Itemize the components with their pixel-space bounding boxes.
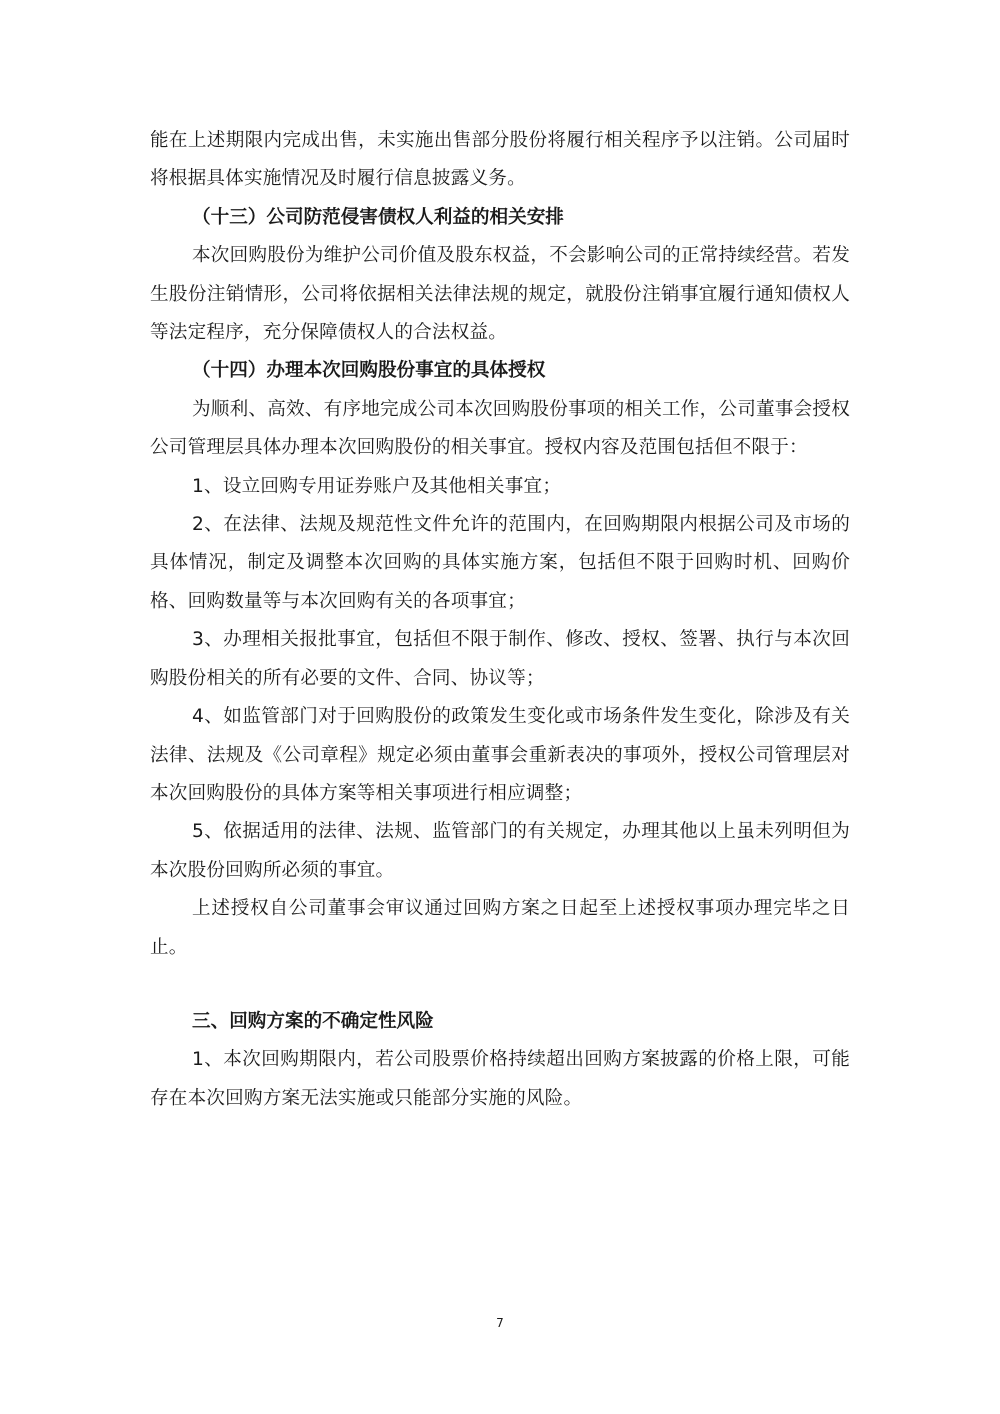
list-item-3: 3、办理相关报批事宜，包括但不限于制作、修改、授权、签署、执行与本次回购股份相关的所有必要的文件、合同、协议等； [150,629,850,689]
list-item-4: 4、如监管部门对于回购股份的政策发生变化或市场条件发生变化，除涉及有关法律、法规及《公司章程》规定必须由董事会重新表决的事项外，授权公司管理层对本次回购股份的具体方案等相关事项进行相应调整； [150,706,850,804]
paragraph-continuation: 能在上述期限内完成出售，未实施出售部分股份将履行相关程序予以注销。公司届时将根据具体实施情况及时履行信息披露义务。 [150,130,850,190]
list-item-5: 5、依据适用的法律、法规、监管部门的有关规定，办理其他以上虽未列明但为本次股份回购所必须的事宜。 [150,821,850,881]
list-item-1: 1、设立回购专用证券账户及其他相关事宜； [192,475,562,497]
section-gap [150,967,850,1003]
paragraph-risk-1: 1、本次回购期限内，若公司股票价格持续超出回购方案披露的价格上限，可能存在本次回购方案无法实施或只能部分实施的风险。 [150,1049,850,1109]
list-item-2: 2、在法律、法规及规范性文件允许的范围内，在回购期限内根据公司及市场的具体情况，制定及调整本次回购的具体实施方案，包括但不限于回购时机、回购价格、回购数量等与本次回购有关的各项事宜； [150,514,850,612]
paragraph-authorization-intro: 为顺利、高效、有序地完成公司本次回购股份事项的相关工作，公司董事会授权公司管理层具体办理本次回购股份的相关事宜。授权内容及范围包括但不限于： [150,398,850,459]
paragraph-creditor-protection: 本次回购股份为维护公司价值及股东权益，不会影响公司的正常持续经营。若发生股份注销情形，公司将依据相关法律法规的规定，就股份注销事宜履行通知债权人等法定程序，充分保障债权人的合法权益。 [150,245,850,344]
page-number: 7 [496,1316,504,1330]
section-heading-13: （十三）公司防范侵害债权人利益的相关安排 [192,206,564,228]
paragraph-authorization-period: 上述授权自公司董事会审议通过回购方案之日起至上述授权事项办理完毕之日止。 [150,898,850,958]
section-heading-14: （十四）办理本次回购股份事宜的具体授权 [192,360,546,382]
document-body [150,122,850,1118]
section-heading-3: 三、回购方案的不确定性风险 [192,1010,434,1032]
